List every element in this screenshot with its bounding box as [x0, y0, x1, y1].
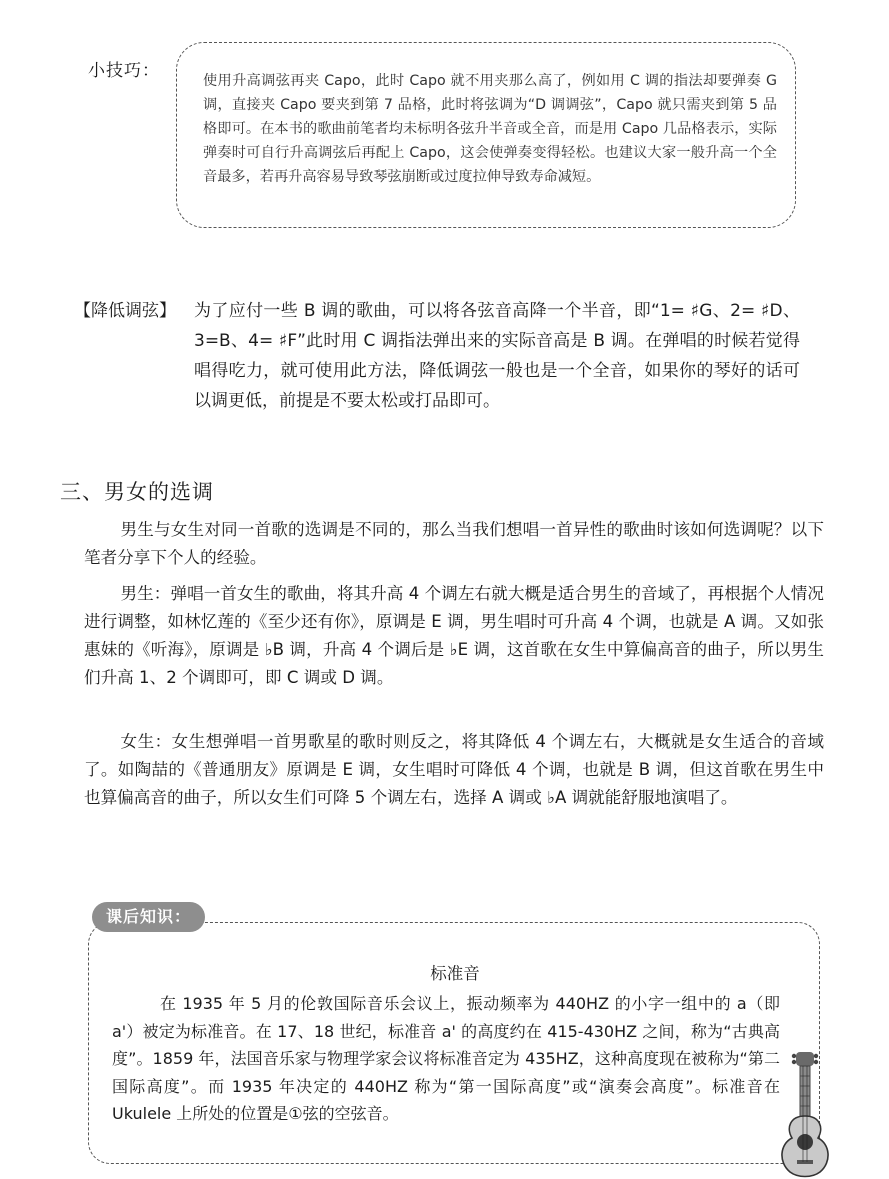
section-intro: 男生与女生对同一首歌的选调是不同的，那么当我们想唱一首异性的歌曲时该如何选调呢？以下笔者分享下个人的经验。: [84, 520, 824, 567]
section-male: 男生：弹唱一首女生的歌曲，将其升高 4 个调左右就大概是适合男生的音域了，再根据个人情况进行调整，如林忆莲的《至少还有你》，原调是 E 调，男生唱时可升高 4 个调，也就是 A 调。又如张惠妹的《听海》，原调是 ♭B 调，升高 4 个调后是 ♭E 调，这首歌在女生中算偏高音的曲子，所以男生们升高 1、2 个调即可，即 C 调或 D 调。: [84, 584, 824, 687]
tip-text: 使用升高调弦再夹 Capo，此时 Capo 就不用夹那么高了，例如用 C 调的指法却要弹奏 G 调，直接夹 Capo 要夹到第 7 品格，此时将弦调为“D 调调弦”，Capo 就只需夹到第 5 品格即可。在本书的歌曲前笔者均未标明各弦升半音或全音，而是用 Capo 几品格表示，实际弹奏时可自行升高调弦后再配上 Capo，这会使弹奏变得轻松。也建议大家一般升高一个全音最多，若再升高容易导致琴弦崩断或过度拉伸导致寿命减短。: [203, 73, 777, 185]
knowledge-title: 标准音: [430, 964, 480, 983]
ukulele-icon: [768, 1050, 834, 1179]
section-female: 女生：女生想弹唱一首男歌星的歌时则反之，将其降低 4 个调左右，大概就是女生适合的音域了。如陶喆的《普通朋友》原调是 E 调，女生唱时可降低 4 个调，也就是 B 调，但这首歌在男生中也算偏高音的曲子，所以女生们可降 5 个调左右，选择 A 调或 ♭A 调就能舒服地演唱了。: [84, 732, 824, 807]
tip-label: 小技巧：: [88, 61, 160, 81]
knowledge-text: 在 1935 年 5 月的伦敦国际音乐会议上，振动频率为 440HZ 的小字一组中的 a（即 a'）被定为标准音。在 17、18 世纪，标准音 a' 的高度约在 415-430HZ 之间，称为“古典高度”。1859 年，法国音乐家与物理学家会议将标准音定为 435HZ，这种高度现在被称为“第二国际高度”。而 1935 年决定的 440HZ 称为“第一国际高度”或“演奏会高度”。标准音在 Ukulele 上所处的位置是①弦的空弦音。: [112, 994, 780, 1123]
tip-box: [176, 42, 796, 228]
lower-strings-text: 为了应付一些 B 调的歌曲，可以将各弦音高降一个半音，即“1= ♯G、2= ♯D、3=B、4= ♯F”此时用 C 调指法弹出来的实际音高是 B 调。在弹唱的时候若觉得唱得吃力，就可使用此方法，降低调弦一般也是一个全音，如果你的琴好的话可以调更低，前提是不要太松或打品即可。: [194, 301, 800, 411]
knowledge-badge: 课后知识：: [92, 902, 205, 932]
lower-strings-label: 【降低调弦】: [74, 301, 176, 321]
section-title: 三、男女的选调: [60, 480, 214, 504]
